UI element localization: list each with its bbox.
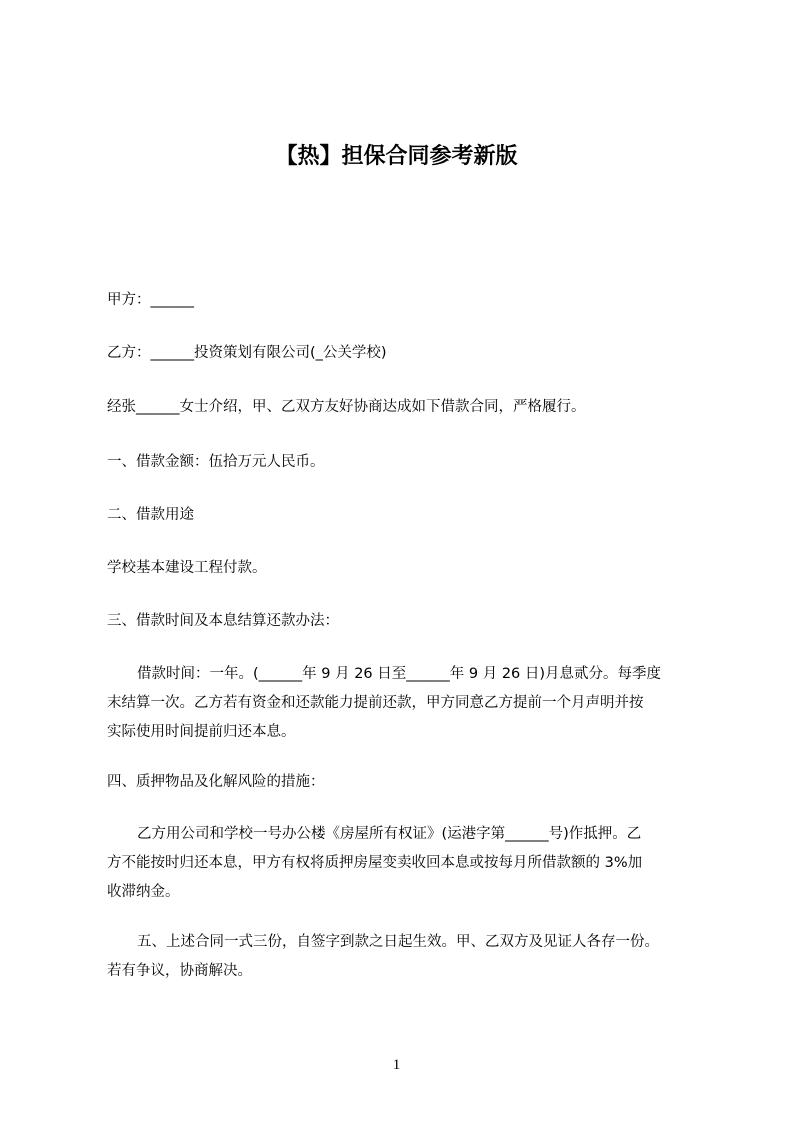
section-2-body: 学校基本建设工程付款。 bbox=[107, 560, 267, 576]
section-4-body-line: 乙方用公司和学校一号办公楼《房屋所有权证》(运港字第______号)作抵押。乙 bbox=[137, 826, 642, 842]
intro-paragraph: 经张______女士介绍，甲、乙双方友好协商达成如下借款合同，严格履行。 bbox=[107, 399, 586, 415]
party-b-line: 乙方：______投资策划有限公司(_公关学校) bbox=[107, 345, 387, 361]
section-5-body-line: 五、上述合同一式三份，自签字到款之日起生效。甲、乙双方及见证人各存一份。 bbox=[137, 934, 659, 950]
section-3-body-line: 实际使用时间提前归还本息。 bbox=[107, 724, 296, 740]
section-2-heading: 二、借款用途 bbox=[107, 507, 194, 523]
section-3-body-line: 借款时间：一年。(______年 9 月 26 日至______年 9 月 26 日)月息贰分。每季度 bbox=[137, 666, 662, 682]
section-4-body-line: 方不能按时归还本息，甲方有权将质押房屋变卖收回本息或按每月所借款额的 3%加 bbox=[107, 855, 643, 871]
page-number: 1 bbox=[392, 1057, 401, 1073]
party-a-line: 甲方：______ bbox=[107, 292, 194, 308]
section-3-heading: 三、借款时间及本息结算还款办法： bbox=[107, 613, 339, 629]
section-4-body bbox=[107, 820, 707, 907]
document-title: 【热】担保合同参考新版 bbox=[275, 144, 518, 169]
section-4-body-line: 收滞纳金。 bbox=[107, 884, 180, 900]
section-3-body-line: 末结算一次。乙方若有资金和还款能力提前还款，甲方同意乙方提前一个月声明并按 bbox=[107, 695, 644, 711]
section-1-loan-amount: 一、借款金额：伍拾万元人民币。 bbox=[107, 454, 325, 470]
section-3-body bbox=[107, 660, 707, 747]
section-4-heading: 四、质押物品及化解风险的措施： bbox=[107, 774, 325, 790]
section-5-body bbox=[107, 928, 707, 986]
section-5-body-line: 若有争议，协商解决。 bbox=[107, 963, 252, 979]
